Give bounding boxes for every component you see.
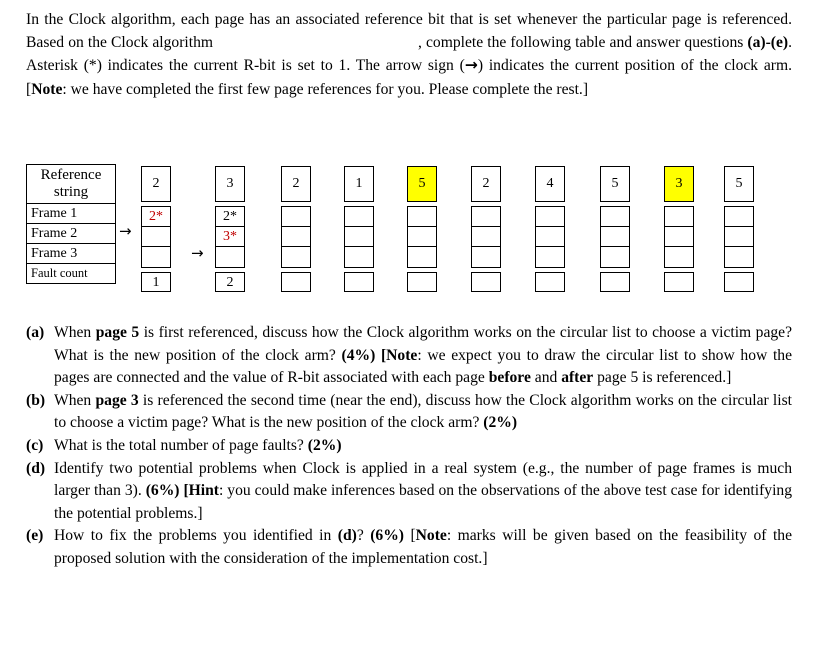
intro-text-4: ) indicates the current position of the clock arm. [ — [26, 57, 792, 98]
fault-cell — [471, 272, 501, 292]
intro-text-5: : we have completed the first few page references for you. Please complete the rest.] — [62, 80, 589, 98]
fault-cell — [535, 272, 565, 292]
reference-value: 2 — [141, 166, 171, 202]
frame-cell — [408, 207, 436, 227]
reference-column — [600, 166, 630, 292]
frame-cell — [601, 207, 629, 227]
frame-cell — [345, 227, 373, 247]
fault-cell — [724, 272, 754, 292]
row-label-table — [26, 164, 116, 284]
frame-cell: 2* — [216, 207, 244, 227]
frame-cell — [472, 247, 500, 267]
frame-2-label: Frame 2 — [27, 224, 116, 244]
reference-column — [664, 166, 694, 292]
clock-arm-arrow-icon: → — [119, 222, 132, 240]
fault-cell — [281, 272, 311, 292]
question-d — [26, 458, 792, 526]
frame-cell — [472, 207, 500, 227]
frame-cell — [345, 207, 373, 227]
frame-cell — [345, 247, 373, 267]
frame-cell — [282, 247, 310, 267]
frame-cell — [601, 247, 629, 267]
reference-value: 5 — [600, 166, 630, 202]
frame-cell — [142, 247, 170, 267]
frame-cell — [725, 207, 753, 227]
question-text: How to fix the problems you identified in (d)? (6%) [Note: marks will be given based on the feasibility of the proposed solution with the consideration of the implementation cost.] — [54, 527, 792, 567]
intro-paragraph — [26, 8, 792, 101]
frame-cells — [600, 206, 630, 268]
frame-cells — [407, 206, 437, 268]
frame-1-label: Frame 1 — [27, 204, 116, 224]
fault-count-label: Fault count — [27, 264, 116, 284]
question-c — [26, 435, 792, 458]
reference-column — [724, 166, 754, 292]
reference-value-highlighted: 5 — [407, 166, 437, 202]
questions-list — [26, 322, 792, 571]
frame-cells — [281, 206, 311, 268]
frame-cell — [282, 227, 310, 247]
frame-cell — [282, 207, 310, 227]
clock-arm-arrow-icon: → — [191, 244, 204, 262]
intro-note-label: Note — [31, 80, 63, 98]
frame-cell: 2* — [142, 207, 170, 227]
reference-value: 4 — [535, 166, 565, 202]
question-text: What is the total number of page faults? (2%) — [54, 436, 342, 454]
frame-cell — [408, 247, 436, 267]
frame-3-label: Frame 3 — [27, 244, 116, 264]
fault-cell: 1 — [141, 272, 171, 292]
question-b — [26, 390, 792, 435]
arrow-icon: → — [464, 56, 478, 75]
intro-text-1: In the Clock algorithm, each page has an associated reference bit that is set whenever the particular page is referenced. Based on the Clock algorithm — [26, 11, 792, 52]
fault-cell — [600, 272, 630, 292]
frame-cell — [536, 247, 564, 267]
reference-value-highlighted: 3 — [664, 166, 694, 202]
question-text: Identify two potential problems when Clock is applied in a real system (e.g., the number of page frames is much larger than 3). (6%) [Hint: you could make inferences based on the observations of the above test case for identifying the potential problems.] — [54, 459, 792, 522]
reference-value: 3 — [215, 166, 245, 202]
frame-cell — [665, 247, 693, 267]
reference-value: 2 — [471, 166, 501, 202]
question-e — [26, 525, 792, 570]
intro-text-3: . Asterisk (*) indicates the current R-bit is set to 1. The arrow sign ( — [26, 34, 792, 75]
question-label: (c) — [26, 436, 44, 454]
frame-cell — [665, 207, 693, 227]
question-label: (a) — [26, 324, 45, 341]
reference-column — [281, 166, 311, 292]
reference-value: 5 — [724, 166, 754, 202]
reference-column — [141, 166, 171, 292]
frame-cell: 3* — [216, 227, 244, 247]
frame-cells — [141, 206, 171, 268]
question-label: (d) — [26, 459, 46, 477]
frame-cells — [215, 206, 245, 268]
frame-cell — [536, 227, 564, 247]
question-text: When page 5 is first referenced, discuss how the Clock algorithm works on the circular list to choose a victim page? What is the new position of the clock arm? (4%) [Note: we expect you to draw the circular list to show how the pages are connected and the value of R-bit associated with each page before and after page 5 is referenced.] — [54, 324, 793, 387]
fault-cell — [344, 272, 374, 292]
frame-cell — [536, 207, 564, 227]
question-label: (e) — [26, 527, 44, 545]
reference-value: 1 — [344, 166, 374, 202]
frame-cell — [216, 247, 244, 267]
frame-cell — [408, 227, 436, 247]
frame-cell — [725, 247, 753, 267]
question-label: (b) — [26, 391, 46, 409]
frame-cell — [665, 227, 693, 247]
reference-column — [407, 166, 437, 292]
question-text: When page 3 is referenced the second time (near the end), discuss how the Clock algorithm works on the circular list to choose a victim page? What is the new position of the clock arm? (2%) — [54, 391, 792, 432]
frame-cells — [471, 206, 501, 268]
frame-cell — [601, 227, 629, 247]
reference-value: 2 — [281, 166, 311, 202]
fault-cell — [664, 272, 694, 292]
fault-cell: 2 — [215, 272, 245, 292]
fault-cell — [407, 272, 437, 292]
question-a — [26, 322, 792, 390]
intro-text-2: , complete the following table and answer questions — [418, 34, 748, 52]
reference-column — [215, 166, 245, 292]
reference-column — [344, 166, 374, 292]
frame-cells — [664, 206, 694, 268]
frame-cell — [142, 227, 170, 247]
frame-cells — [344, 206, 374, 268]
frame-cells — [535, 206, 565, 268]
intro-parts-range: (a)-(e) — [747, 34, 789, 52]
frame-cell — [725, 227, 753, 247]
reference-column — [471, 166, 501, 292]
frame-cell — [472, 227, 500, 247]
frame-cells — [724, 206, 754, 268]
reference-column — [535, 166, 565, 292]
reference-string-label: Reference string — [27, 165, 116, 204]
